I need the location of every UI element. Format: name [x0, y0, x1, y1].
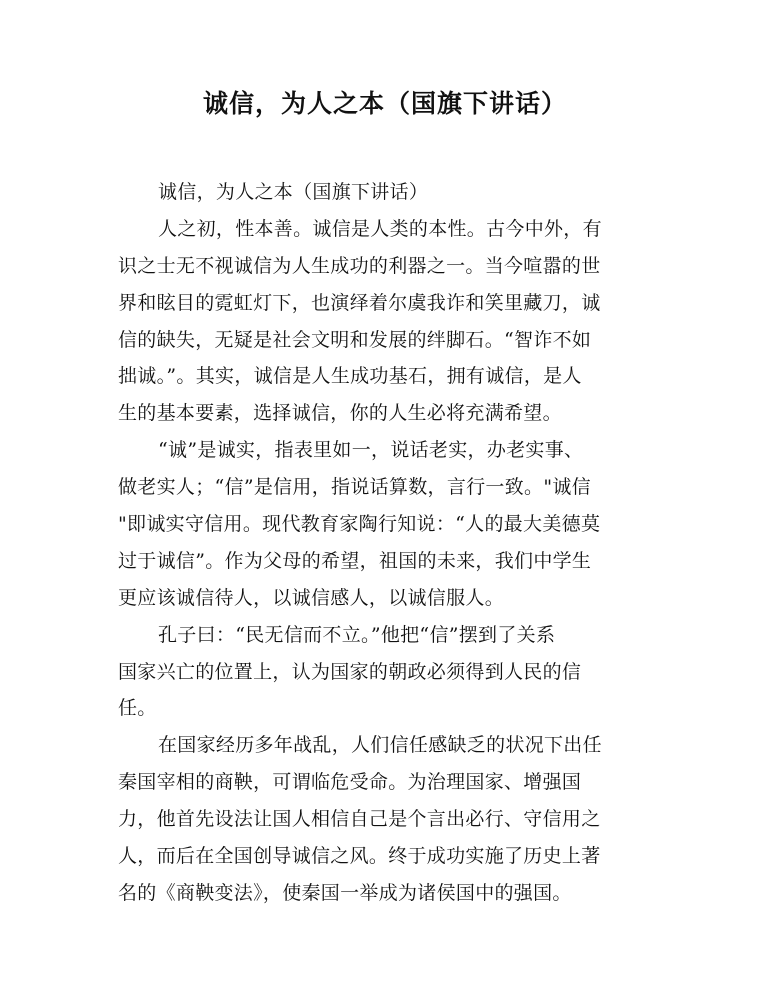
paragraph-line: 在国家经历多年战乱，人们信任感缺乏的状况下出任 — [158, 734, 602, 757]
paragraph-line: 信的缺失，无疑是社会文明和发展的绊脚石。“智诈不如 — [118, 328, 592, 351]
paragraph-line: 界和眩目的霓虹灯下，也演绎着尔虞我诈和笑里藏刀，诚 — [118, 291, 601, 314]
paragraph-line: 生的基本要素，选择诚信，你的人生必将充满希望。 — [118, 402, 562, 425]
paragraph-line: 力，他首先设法让国人相信自己是个言出必行、守信用之 — [118, 808, 601, 831]
paragraph-line: 任。 — [118, 697, 157, 720]
paragraph-line: 识之士无不视诚信为人生成功的利器之一。当今喧嚣的世 — [118, 254, 601, 277]
paragraph-line: 拙诚。”。其实，诚信是人生成功基石，拥有诚信，是人 — [118, 365, 582, 388]
paragraph-line: 做老实人；“信”是信用，指说话算数，言行一致。"诚信 — [118, 476, 591, 499]
paragraph-line: 秦国宰相的商鞅，可谓临危受命。为治理国家、增强国 — [118, 771, 582, 794]
paragraph-line: 名的《商鞅变法》，使秦国一举成为诸侯国中的强国。 — [118, 881, 572, 904]
paragraph-line: "即诚实守信用。现代教育家陶行知说：“人的最大美德莫 — [118, 513, 601, 536]
paragraph-line: 孔子曰：“民无信而不立。”他把“信”摆到了关系 — [158, 623, 556, 646]
paragraph-line: 人之初，性本善。诚信是人类的本性。古今中外，有 — [158, 217, 602, 240]
paragraph-line: 人，而后在全国创导诚信之风。终于成功实施了历史上著 — [118, 845, 601, 868]
subtitle-line: 诚信，为人之本（国旗下讲话） — [158, 181, 429, 203]
paragraph-line: 更应该诚信待人，以诚信感人，以诚信服人。 — [118, 586, 505, 609]
paragraph-line: 国家兴亡的位置上，认为国家的朝政必须得到人民的信 — [118, 660, 582, 683]
document-title: 诚信，为人之本（国旗下讲话） — [202, 89, 567, 118]
document-body — [118, 174, 638, 912]
paragraph-line: 过于诚信”。作为父母的希望，祖国的未来，我们中学生 — [118, 549, 592, 572]
paragraph-line: “诚”是诚实，指表里如一，说话老实，办老实事、 — [158, 439, 584, 462]
